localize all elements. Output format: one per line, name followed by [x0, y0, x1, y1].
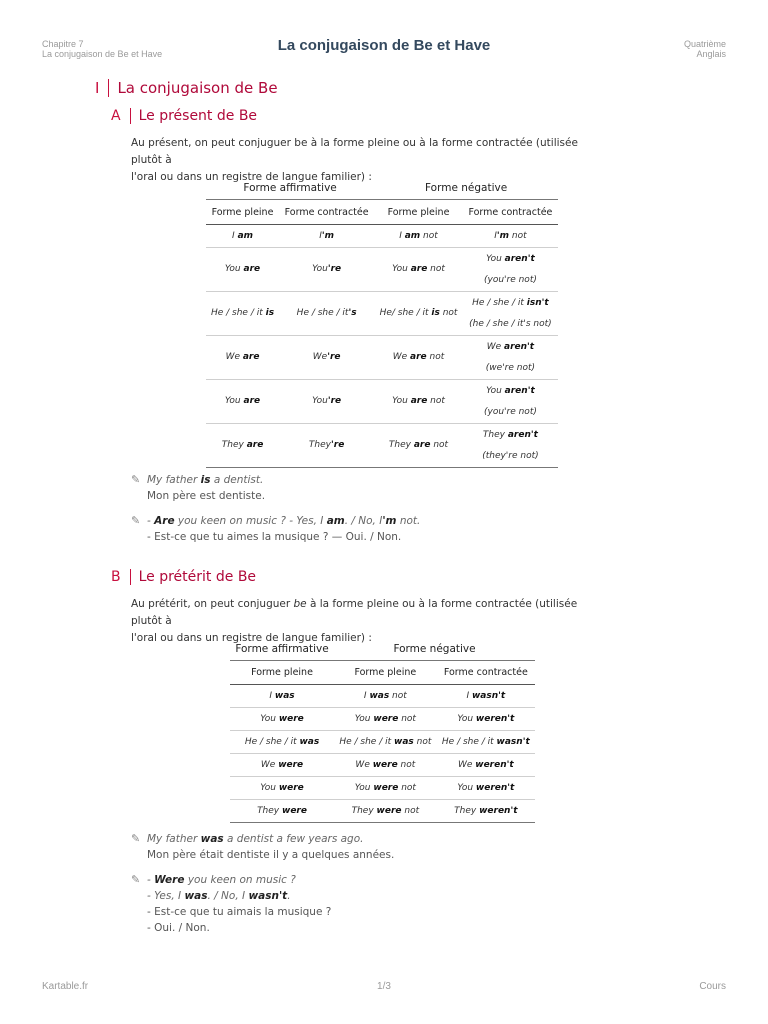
table-cell: He / she / it's [279, 292, 374, 336]
table-row [230, 731, 535, 754]
table-cell: You aren't (you're not) [463, 380, 558, 424]
preterite-conjugation-table [230, 637, 535, 823]
table-cell: He/ she / it is not [374, 292, 463, 336]
group-negative: Forme négative [393, 642, 476, 655]
example-french: - Est-ce que tu aimais la musique ? [147, 906, 332, 918]
table-group-header [230, 637, 535, 661]
table-cell: I wasn't [437, 685, 535, 708]
table-cell: You were [230, 708, 334, 731]
table-cell: They're [279, 424, 374, 468]
table-cell: I was [230, 685, 334, 708]
example-block [131, 513, 420, 545]
table-cell: You were not [334, 708, 437, 731]
column-header: Forme pleine [206, 200, 279, 225]
example-block [131, 872, 331, 936]
column-header: Forme contractée [279, 200, 374, 225]
table-cell: We weren't [437, 754, 535, 777]
table-row [206, 336, 558, 380]
group-affirmative: Forme affirmative [243, 181, 337, 194]
table-column-header [230, 661, 535, 685]
intro-line: Au présent, on peut conjuguer be à la forme pleine ou à la forme contractée (utilisée plutôt à [131, 137, 578, 166]
table-cell: I am not [374, 225, 463, 248]
table-cell: He / she / it was not [334, 731, 437, 754]
example-french: Mon père est dentiste. [147, 490, 266, 502]
table-cell: You are not [374, 248, 463, 292]
intro-line: Au prétérit, on peut conjuguer be à la forme pleine ou à la forme contractée (utilisée plutôt à [131, 598, 578, 627]
table-cell: We are not [374, 336, 463, 380]
table-cell: I was not [334, 685, 437, 708]
table-cell: They aren't (they're not) [463, 424, 558, 468]
table-cell: I'm not [463, 225, 558, 248]
pencil-icon: ✎ [131, 873, 141, 886]
page-header-level [684, 39, 726, 59]
example-block [131, 831, 394, 863]
group-affirmative: Forme affirmative [235, 642, 329, 655]
table-row [230, 777, 535, 800]
table-cell: They were not [334, 800, 437, 823]
table-cell: We aren't (we're not) [463, 336, 558, 380]
group-negative: Forme négative [425, 181, 508, 194]
table-cell: He / she / it was [230, 731, 334, 754]
table-cell: They were [230, 800, 334, 823]
table-row [206, 225, 558, 248]
table-row [230, 685, 535, 708]
column-header: Forme pleine [230, 661, 334, 685]
chapter-name: La conjugaison de Be et Have [42, 49, 163, 59]
present-conjugation-table [206, 176, 558, 468]
table-cell: You aren't (you're not) [463, 248, 558, 292]
chapter-number: Chapitre 7 [42, 39, 84, 49]
table-column-header [206, 200, 558, 225]
example-english: My father was a dentist a few years ago. [147, 833, 364, 845]
table-cell: They weren't [437, 800, 535, 823]
table-cell: He / she / it isn't (he / she / it's not) [463, 292, 558, 336]
section-heading-1 [95, 79, 278, 97]
table-cell: You were not [334, 777, 437, 800]
column-header: Forme pleine [374, 200, 463, 225]
example-block [131, 472, 265, 504]
pencil-icon: ✎ [131, 832, 141, 845]
column-header: Forme pleine [334, 661, 437, 685]
table-row [206, 292, 558, 336]
subsection-title: Le prétérit de Be [138, 569, 257, 585]
example-english: - Were you keen on music ? [147, 874, 296, 886]
table-row [206, 424, 558, 468]
subsection-title: Le présent de Be [138, 108, 258, 124]
subsection-heading-b [111, 569, 256, 585]
table-cell: I am [206, 225, 279, 248]
example-english: My father is a dentist. [147, 474, 264, 486]
subsection-heading-a [111, 108, 257, 124]
table-cell: We are [206, 336, 279, 380]
pencil-icon: ✎ [131, 473, 141, 486]
section-number: I [95, 79, 109, 97]
table-row [230, 708, 535, 731]
subject-label: Anglais [696, 49, 726, 59]
column-header: Forme contractée [463, 200, 558, 225]
table-cell: You are not [374, 380, 463, 424]
example-french: - Est-ce que tu aimes la musique ? — Oui. / Non. [147, 531, 402, 543]
table-cell: He / she / it is [206, 292, 279, 336]
table-cell: You're [279, 248, 374, 292]
subsection-letter: A [111, 108, 131, 124]
table-cell: You weren't [437, 708, 535, 731]
example-english: - Yes, I was. / No, I wasn't. [147, 890, 291, 902]
table-cell: You are [206, 380, 279, 424]
table-row [230, 754, 535, 777]
table-row [206, 248, 558, 292]
table-row [206, 380, 558, 424]
pencil-icon: ✎ [131, 514, 141, 527]
table-cell: You were [230, 777, 334, 800]
footer-type: Cours [699, 981, 726, 992]
table-cell: They are not [374, 424, 463, 468]
example-french: - Oui. / Non. [147, 922, 210, 934]
footer-page-number: 1/3 [377, 981, 391, 992]
table-cell: You weren't [437, 777, 535, 800]
page-title: La conjugaison de Be et Have [277, 37, 491, 54]
column-header: Forme contractée [437, 661, 535, 685]
example-french: Mon père était dentiste il y a quelques années. [147, 849, 395, 861]
table-cell: We were not [334, 754, 437, 777]
table-cell: We were [230, 754, 334, 777]
footer-site: Kartable.fr [42, 981, 89, 992]
table-row [230, 800, 535, 823]
intro-line: l'oral ou dans un registre de langue familier) : [131, 171, 372, 183]
table-cell: You are [206, 248, 279, 292]
table-cell: You're [279, 380, 374, 424]
section-title: La conjugaison de Be [117, 79, 278, 97]
example-english: - Are you keen on music ? - Yes, I am. / No, I'm not. [147, 515, 421, 527]
table-group-header [206, 176, 558, 200]
table-cell: They are [206, 424, 279, 468]
intro-line: l'oral ou dans un registre de langue familier) : [131, 632, 372, 644]
table-cell: We're [279, 336, 374, 380]
subsection-letter: B [111, 569, 131, 585]
level-label: Quatrième [683, 39, 726, 49]
table-cell: I'm [279, 225, 374, 248]
table-cell: He / she / it wasn't [437, 731, 535, 754]
